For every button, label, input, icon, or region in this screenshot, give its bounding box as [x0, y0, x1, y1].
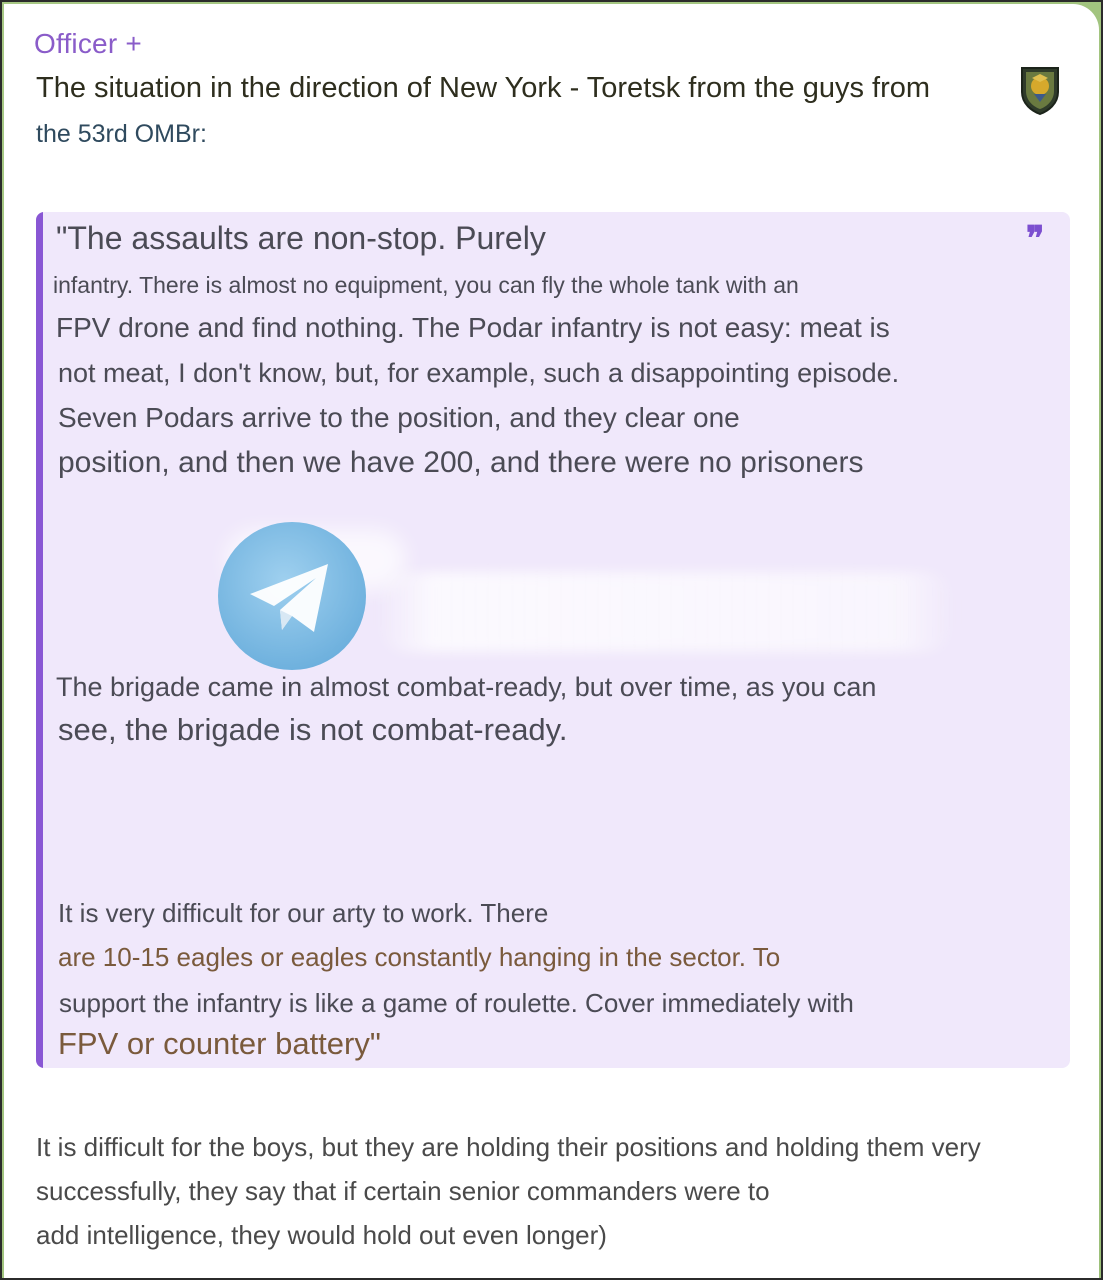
message-title-line-2: the 53rd OMBr: — [36, 120, 207, 148]
quote-line: It is very difficult for our arty to work. There — [58, 898, 549, 928]
footer-line: successfully, they say that if certain senior commanders were to — [36, 1176, 770, 1206]
sender-name[interactable]: Officer + — [34, 28, 142, 59]
quote-line: FPV drone and find nothing. The Podar infantry is not easy: meat is — [56, 312, 890, 343]
quote-line: not meat, I don't know, but, for example, such a disappointing episode. — [58, 358, 900, 388]
quote-accent-bar — [36, 212, 43, 1068]
telegram-icon — [216, 520, 368, 672]
quote-line: are 10-15 eagles or eagles constantly hanging in the sector. To — [58, 942, 781, 972]
brigade-shield-emblem-icon[interactable] — [1018, 64, 1062, 116]
footer-line: add intelligence, they would hold out even longer) — [36, 1220, 607, 1250]
quote-line: Seven Podars arrive to the position, and they clear one — [58, 402, 740, 433]
blurred-watermark-text — [376, 572, 956, 652]
quote-line: support the infantry is like a game of roulette. Cover immediately with — [59, 988, 854, 1018]
footer-line: It is difficult for the boys, but they are holding their positions and holding them very — [36, 1132, 981, 1162]
quote-line: The brigade came in almost combat-ready, but over time, as you can — [56, 672, 877, 702]
quote-line: "The assaults are non-stop. Purely — [56, 220, 546, 256]
quote-line: see, the brigade is not combat-ready. — [58, 712, 568, 747]
quote-line: position, and then we have 200, and there were no prisoners — [58, 446, 864, 479]
quote-block — [36, 212, 1070, 1068]
quote-line: FPV or counter battery" — [58, 1026, 381, 1061]
message-title-line-1: The situation in the direction of New York - Toretsk from the guys from — [36, 72, 931, 104]
message-bubble[interactable] — [4, 4, 1099, 1278]
quote-mark-icon: ❞ — [1026, 219, 1045, 259]
quote-line: infantry. There is almost no equipment, you can fly the whole tank with an — [53, 272, 799, 298]
